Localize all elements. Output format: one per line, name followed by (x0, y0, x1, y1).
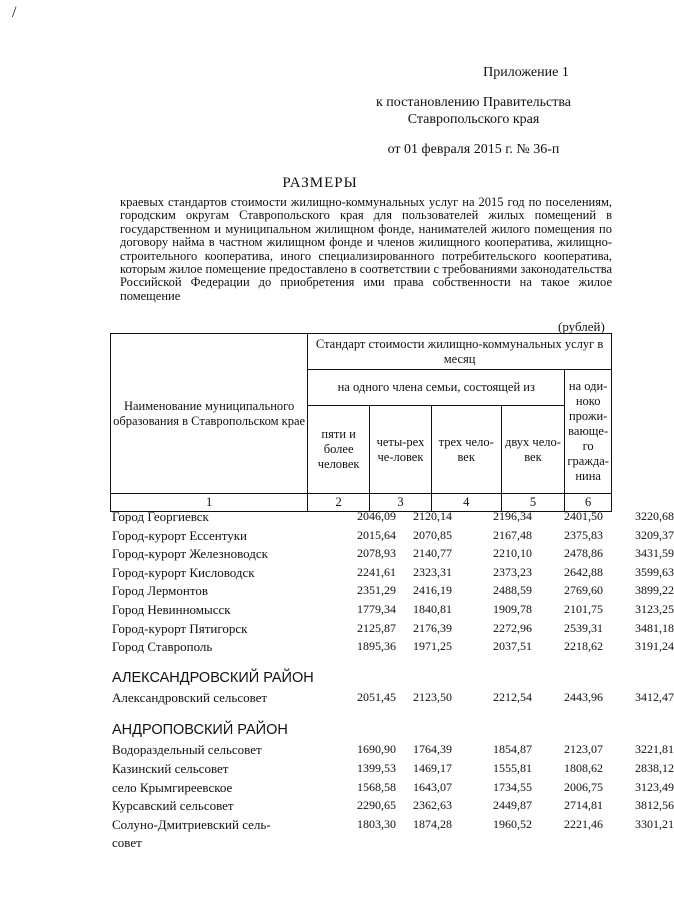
cell: 1568,58 (357, 779, 396, 794)
cell: 2006,75 (564, 779, 603, 794)
cell: 2488,59 (493, 583, 532, 598)
cell: 3431,59 (635, 546, 674, 561)
table-row (112, 601, 674, 621)
row-name: Город-курорт Пятигорск (112, 620, 248, 636)
cell: 1895,36 (357, 639, 396, 654)
cell: 2140,77 (413, 546, 452, 561)
cell: 2070,85 (413, 527, 452, 542)
document-title: РАЗМЕРЫ (282, 175, 358, 191)
cell: 1734,55 (493, 779, 532, 794)
cell: 1874,28 (413, 816, 452, 831)
table-header (110, 333, 612, 512)
row-name: Курсавский сельсовет (112, 798, 234, 814)
cell: 2015,64 (357, 527, 396, 542)
cell: 2769,60 (564, 583, 603, 598)
cell: 2078,93 (357, 546, 396, 561)
cell: 1399,53 (357, 760, 396, 775)
cell: 1854,87 (493, 742, 532, 757)
cell: 3220,68 (635, 509, 674, 523)
cell: 3301,21 (635, 816, 674, 831)
row-name: Казинский сельсовет (112, 760, 229, 776)
cell: 2351,29 (357, 583, 396, 598)
header-four: четы-рех че-ловек (370, 406, 432, 494)
table-row (112, 760, 674, 780)
header-three: трех чело-век (431, 406, 501, 494)
cell: 1971,25 (413, 639, 452, 654)
cell: 1960,52 (493, 816, 532, 831)
row-name: Город-курорт Ессентуки (112, 527, 247, 543)
cell: 2642,88 (564, 564, 603, 579)
cell: 2478,86 (564, 546, 603, 561)
cell: 2046,09 (357, 509, 396, 523)
cell: 2176,39 (413, 620, 452, 635)
header-standard: Стандарт стоимости жилищно-коммунальных услуг в месяц (308, 334, 612, 370)
cell: 3899,22 (635, 583, 674, 598)
row-name: Водораздельный сельсовет (112, 742, 262, 758)
cell: 2449,87 (493, 798, 532, 813)
cell: 2443,96 (564, 689, 603, 704)
cell: 2123,07 (564, 742, 603, 757)
cell: 2125,87 (357, 620, 396, 635)
header-two: двух чело-век (501, 406, 565, 494)
appendix-decree: к постановлению Правительства (375, 95, 572, 110)
col-number-4: 4 (431, 494, 501, 512)
table-row (112, 564, 674, 584)
cell: 2290,65 (357, 798, 396, 813)
cell: 1909,78 (493, 601, 532, 616)
appendix-government: Ставропольского края (407, 112, 540, 127)
cell: 3123,25 (635, 601, 674, 616)
table-row (112, 639, 674, 658)
row-name-continuation: совет (112, 835, 142, 851)
cell: 2167,48 (493, 527, 532, 542)
intro-text: краевых стандартов стоимости жилищно-коммунальных услуг на 2015 год по поселениям, городским округам Ставропольского края для пользователей жилых помещений в государственном и муниципальном жилищном фонде, нанимателей жилого помещения по договору найма в частном жилищном фонде и членов жилищного кооператива, жилищно-строительного кооператива, иного специализированного потребительского кооператива, которым жилое помещение предоставлено в соответствии с требованиями законодательства Российской Федерации до приобретения ими права собственности на такое жилое помещение (120, 195, 612, 303)
col-number-3: 3 (370, 494, 432, 512)
header-single: на оди-ноко прожи-вающе-го гражда-нина (565, 370, 612, 494)
appendix-title: Приложение 1 (483, 65, 569, 80)
cell: 2221,46 (564, 816, 603, 831)
cell: 2323,31 (413, 564, 452, 579)
row-name: село Крымгиреевское (112, 779, 233, 795)
cell: 2539,31 (564, 620, 603, 635)
cell: 2123,50 (413, 689, 452, 704)
col-number-1: 1 (111, 494, 308, 512)
header-five: пяти и более человек (308, 406, 370, 494)
cell: 2101,75 (564, 601, 603, 616)
cell: 2714,81 (564, 798, 603, 813)
row-name: Город Невинномысск (112, 601, 231, 617)
col-number-2: 2 (308, 494, 370, 512)
cell: 3221,81 (635, 742, 674, 757)
table-row (112, 527, 674, 547)
cell: 2272,96 (493, 620, 532, 635)
cell: 1779,34 (357, 601, 396, 616)
cell: 1690,90 (357, 742, 396, 757)
cell: 1808,62 (564, 760, 603, 775)
cell: 2401,50 (564, 509, 603, 523)
row-name: Город Георгиевск (112, 509, 209, 524)
region-heading: АЛЕКСАНДРОВСКИЙ РАЙОН (112, 669, 314, 686)
table-row (112, 620, 674, 640)
row-name: Город-курорт Кисловодск (112, 564, 255, 580)
table-row (112, 583, 674, 602)
table-row (112, 509, 674, 528)
table-row (112, 779, 674, 799)
region-heading: АНДРОПОВСКИЙ РАЙОН (112, 722, 288, 739)
appendix-header (375, 64, 586, 158)
cell: 2212,54 (493, 689, 532, 704)
cell: 2196,34 (493, 509, 532, 523)
cell: 2218,62 (564, 639, 603, 654)
intro-paragraph (120, 196, 612, 303)
unit-label: (рублей) (558, 319, 605, 334)
cell: 2241,61 (357, 564, 396, 579)
col-number-5: 5 (501, 494, 565, 512)
col-number-6: 6 (565, 494, 612, 512)
row-name: Город Ставрополь (112, 639, 213, 655)
cell: 2416,19 (413, 583, 452, 598)
cell: 3123,49 (635, 779, 674, 794)
cell: 2838,12 (635, 760, 674, 775)
cell: 1840,81 (413, 601, 452, 616)
cell: 2051,45 (357, 689, 396, 704)
margin-mark: / (12, 4, 17, 21)
header-per-member: на одного члена семьи, состоящей из (308, 370, 565, 406)
cell: 1555,81 (493, 760, 532, 775)
appendix-date: от 01 февраля 2015 г. № 36-п (387, 142, 560, 157)
cell: 1643,07 (413, 779, 452, 794)
cell: 1803,30 (357, 816, 396, 831)
cell: 3481,18 (635, 620, 674, 635)
cell: 1764,39 (413, 742, 452, 757)
table-row (112, 689, 674, 709)
cell: 2037,51 (493, 639, 532, 654)
cell: 3812,56 (635, 798, 674, 813)
row-name: Солуно-Дмитриевский сель- (112, 816, 271, 832)
table-row (112, 742, 674, 761)
table-body (112, 509, 674, 851)
cell: 3191,24 (635, 639, 674, 654)
table-row (112, 816, 674, 836)
cell: 2373,23 (493, 564, 532, 579)
cell: 2210,10 (493, 546, 532, 561)
cell: 2375,83 (564, 527, 603, 542)
cell: 3412,47 (635, 689, 674, 704)
row-name: Город-курорт Железноводск (112, 546, 268, 562)
row-name: Город Лермонтов (112, 583, 208, 599)
table-row (112, 798, 674, 817)
cell: 1469,17 (413, 760, 452, 775)
cell: 3599,63 (635, 564, 674, 579)
cell: 3209,37 (635, 527, 674, 542)
cell: 2362,63 (413, 798, 452, 813)
header-name-column: Наименование муниципального образования в Ставропольском крае (111, 334, 308, 494)
cell: 2120,14 (413, 509, 452, 523)
row-name: Александровский сельсовет (112, 689, 268, 705)
table-row (112, 546, 674, 565)
